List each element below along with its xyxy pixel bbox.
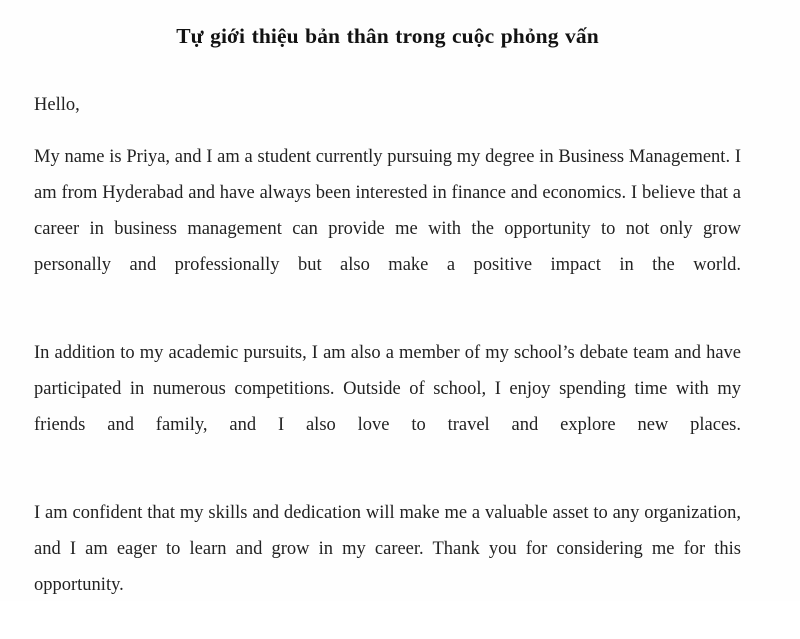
paragraph-1: My name is Priya, and I am a student currently pursuing my degree in Business Management. I am from Hyderabad and have always been interested in finance and economics. I believe that a career in business management can provide me with the opportunity to not only grow personally and professionally but also make a positive impact in the world. <box>34 147 741 276</box>
paragraph-2: In addition to my academic pursuits, I am also a member of my school’s debate team and have participated in numerous competitions. Outside of school, I enjoy spending time with my friends and family, and I also love to travel and explore new places. <box>34 343 741 436</box>
salutation: Hello, <box>34 95 80 116</box>
page-title: Tự giới thiệu bản thân trong cuộc phỏng vấn <box>176 24 599 48</box>
paragraph-3: I am confident that my skills and dedication will make me a valuable asset to any organization, and I am eager to learn and grow in my career. Thank you for considering me for this opportunity. <box>34 503 741 596</box>
document-body <box>34 0 741 639</box>
